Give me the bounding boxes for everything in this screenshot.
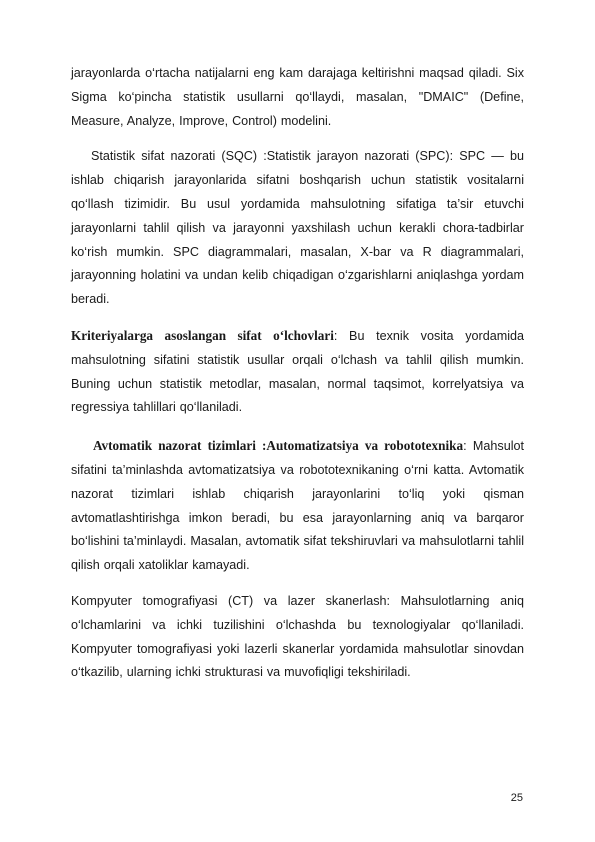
paragraph-text: : Bu texnik vosita yordamida mahsulotning sifatini statistik usullar orqali o‘lchash va tahlil qilish mumkin. Buning uchun statistik metodlar, masalan, normal taqsimot, korrelyatsiya va regressiya tahlillari qo‘llaniladi. [71,328,525,415]
paragraph-six-sigma [71,62,524,133]
paragraph-sqc-spc [71,145,524,312]
paragraph-text: Statistik sifat nazorati (SQC) :Statistik jarayon nazorati (SPC): SPC — bu ishlab chiqarish jarayonlarida sifatni boshqarish uchun statistik vositalarni qo‘llash tizimidir. Bu usul yordamida mahsulotning sifatiga ta’sir etuvchi jarayonlarni tahlil qilish va jarayonni yaxshilash uchun kerakli chora-tadbirlar ko‘rish mumkin. SPC diagrammalari, masalan, X-bar va R diagrammalari, jarayonning holatini va undan kelib chiqadigan o‘zgarishlarni aniqlashga yordam beradi. [71,149,524,307]
paragraph-criteria-quality [71,324,524,420]
paragraph-text: jarayonlarda o‘rtacha natijalarni eng kam darajaga keltirishni maqsad qiladi. Six Sigma ko‘pincha statistik usullarni qo‘llaydi, masalan, "DMAIC" (Define, Measure, Analyze, Improve, Control) modelini. [71,66,524,128]
paragraph-bold-term: Kriteriyalarga asoslangan sifat o‘lchovlari [71,327,334,343]
paragraph-automatic-control [71,434,524,578]
document-page [71,62,524,685]
paragraph-bold-term: Avtomatik nazorat tizimlari :Automatizatsiya va robototexnika [93,438,464,454]
paragraph-text: : Mahsulot sifatini ta’minlashda avtomatizatsiya va robototexnikaning o‘rni katta. Avtomatik nazorat tizimlari ishlab chiqarish jarayonlarini to‘liq yoki qisman avtomatlashtirishga imkon beradi, bu esa jarayonlarning aniq va barqaror bo‘lishini ta’minlaydi. Masalan, avtomatik sifat tekshiruvlari va mahsulotlarni tahlil qilish orqali xatoliklar kamayadi. [71,439,524,573]
paragraph-ct-laser [71,590,524,685]
page-number: 25 [510,792,523,804]
paragraph-text: Kompyuter tomografiyasi (CT) va lazer skanerlash: Mahsulotlarning aniq o‘lchamlarini va ichki tuzilishini o‘lchashda bu texnologiyalar qo‘llaniladi. Kompyuter tomografiyasi yoki lazerli skanerlar yordamida mahsulotlar sinovdan o‘tkazilib, ularning ichki strukturasi va muvofiqligi tekshiriladi. [71,593,524,680]
